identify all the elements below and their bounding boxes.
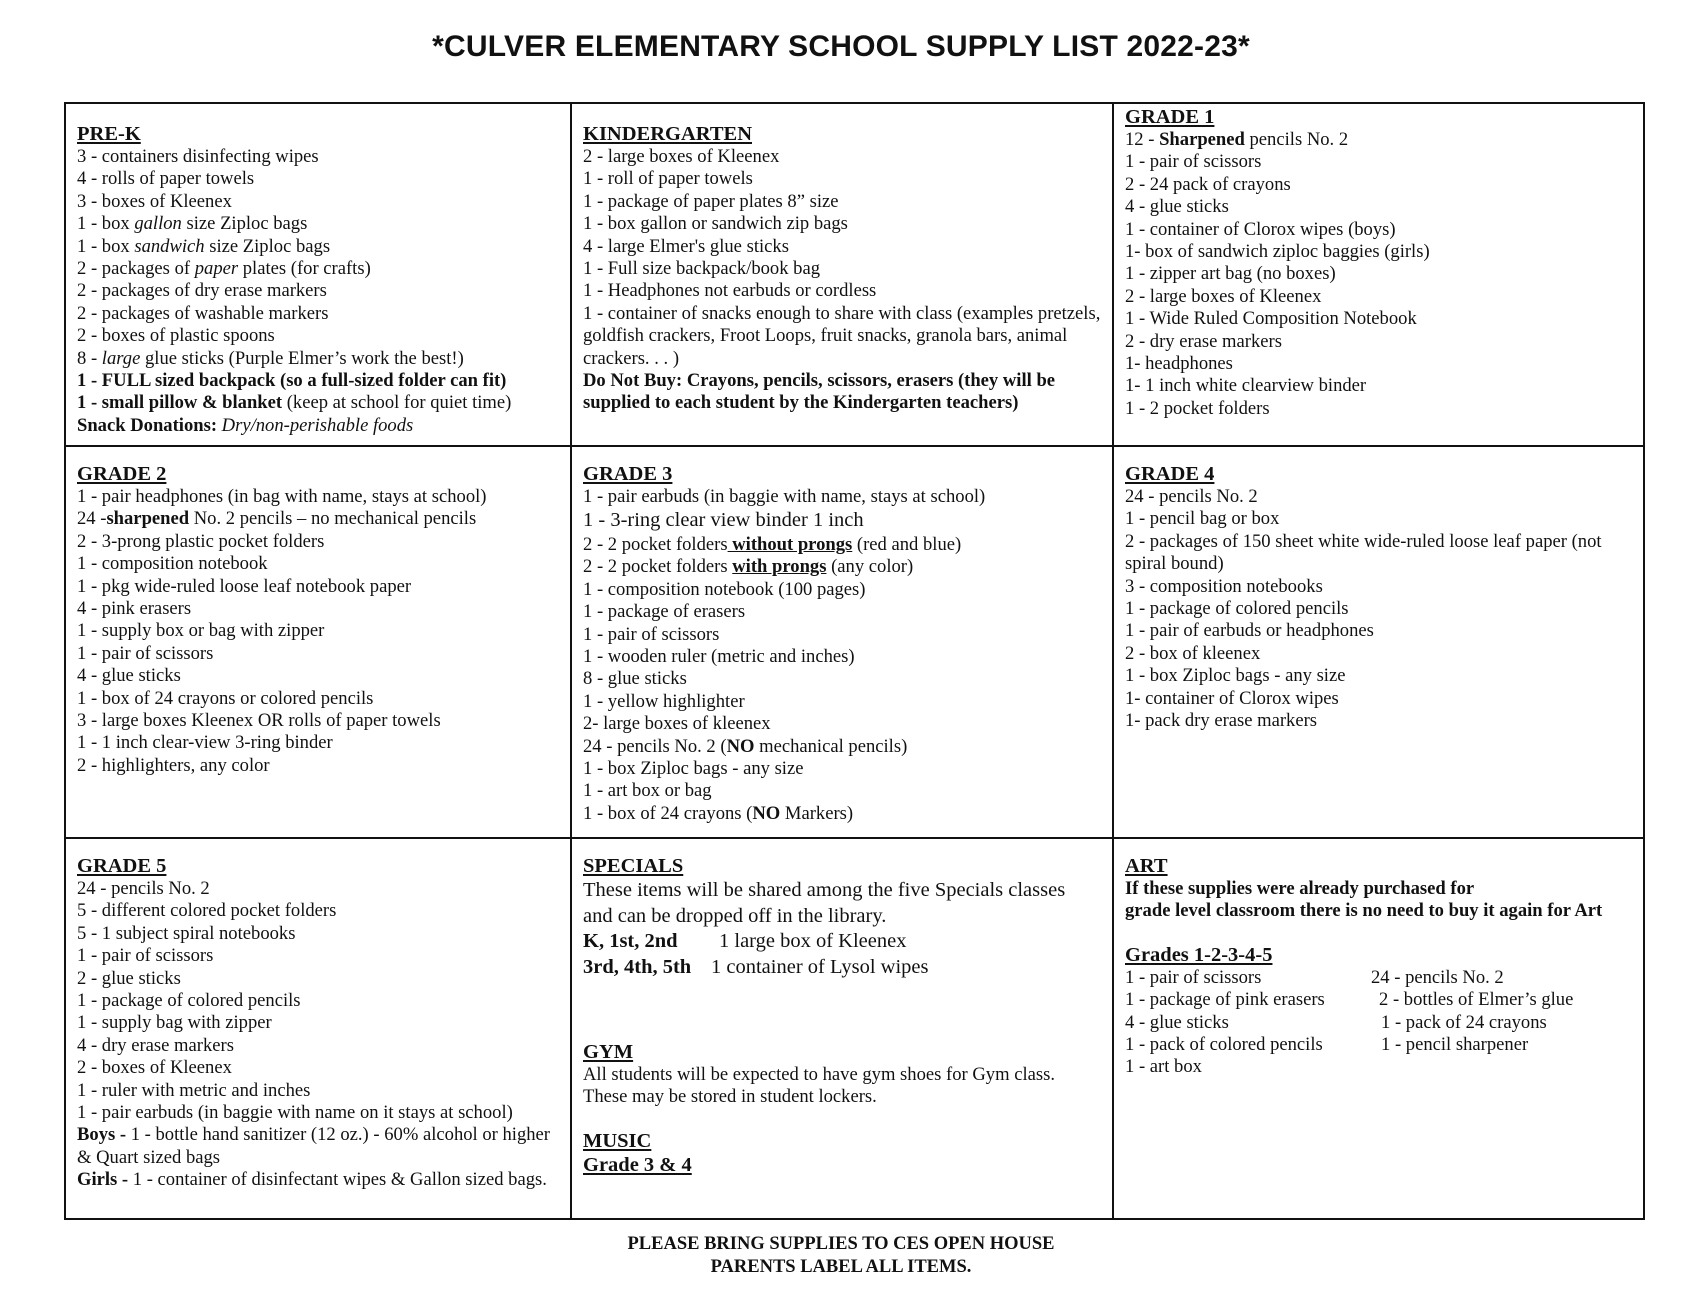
list-item: 4 - dry erase markers [77, 1034, 234, 1056]
cell-grade-3 [572, 454, 1112, 825]
list-item: 2 - bottles of Elmer’s glue [1379, 989, 1574, 1011]
list-item: 1 - ruler with metric and inches [77, 1079, 311, 1101]
list-item: 1- 1 inch white clearview binder [1125, 375, 1367, 397]
section-heading-grade-5: GRADE 5 [77, 855, 167, 877]
list-item: 1 - art box [1125, 1056, 1202, 1078]
list-item: 1 - pair of scissors [77, 945, 214, 967]
list-item: 2 - packages of dry erase markers [77, 280, 327, 302]
list-item: 8 - glue sticks [583, 668, 687, 690]
list-item: 1 - pair of scissors [1125, 966, 1262, 988]
section-heading-music: MUSIC [583, 1129, 652, 1152]
list-item: 1 - pair of scissors [583, 623, 720, 645]
do-not-buy-note: Do Not Buy: Crayons, pencils, scissors, erasers (they will be supplied to each student by the Kindergarten teachers) [583, 370, 1056, 414]
list-item: 1 - yellow highlighter [583, 690, 745, 712]
list-item: 1 - box gallon size Ziploc bags [77, 213, 308, 235]
supply-table [64, 102, 1645, 1220]
list-item: 1- pack dry erase markers [1125, 710, 1318, 732]
list-item: 1 - pair of scissors [1125, 151, 1262, 173]
list-item: 1 - supply box or bag with zipper [77, 620, 325, 642]
list-item: Girls - 1 - container of disinfectant wipes & Gallon sized bags. [77, 1169, 547, 1191]
list-item: 1 - pair of earbuds or headphones [1125, 620, 1374, 642]
list-item: 1 - composition notebook [77, 553, 268, 575]
list-item: 1 - supply bag with zipper [77, 1012, 272, 1034]
list-item: 2 - 3-prong plastic pocket folders [77, 530, 325, 552]
art-subheading: Grades 1-2-3-4-5 [1125, 943, 1273, 966]
list-item: 2 - 2 pocket folders without prongs (red and blue) [583, 533, 962, 555]
list-item: 2 - boxes of Kleenex [77, 1057, 232, 1079]
list-item: 1- headphones [1125, 353, 1233, 375]
list-item: 1 - pair of scissors [77, 642, 214, 664]
section-heading-kindergarten: KINDERGARTEN [583, 123, 752, 145]
row-divider [66, 837, 1643, 839]
list-item: 3 - composition notebooks [1125, 575, 1323, 597]
list-item: 1 - pair earbuds (in baggie with name on it stays at school) [77, 1102, 513, 1124]
row-divider [66, 445, 1643, 447]
section-heading-grade-4: GRADE 4 [1125, 463, 1215, 485]
footer-notice [0, 1233, 1682, 1278]
footer-line: PLEASE BRING SUPPLIES TO CES OPEN HOUSE [627, 1234, 1055, 1254]
specials-intro: These items will be shared among the five Specials classes [583, 879, 1066, 901]
list-item: 1 - Full size backpack/book bag [583, 258, 821, 280]
list-item: 1 - box Ziploc bags - any size [1125, 665, 1346, 687]
list-item: 1 - package of colored pencils [77, 990, 301, 1012]
list-item: 2 - large boxes of Kleenex [1125, 285, 1322, 307]
list-item: 1 - package of paper plates 8” size [583, 190, 839, 212]
list-item: 1 - zipper art bag (no boxes) [1125, 263, 1336, 285]
list-item: 8 - large glue sticks (Purple Elmer’s work the best!) [77, 347, 464, 369]
art-note: grade level classroom there is no need to buy it again for Art [1125, 900, 1603, 922]
list-item: 1 - package of colored pencils [1125, 598, 1349, 620]
list-item: 24 - pencils No. 2 [1371, 966, 1504, 988]
page-title: *CULVER ELEMENTARY SCHOOL SUPPLY LIST 2022-23* [432, 30, 1250, 63]
list-item: 12 - Sharpened pencils No. 2 [1125, 129, 1349, 150]
list-item: 4 - glue sticks [1125, 1011, 1229, 1033]
list-item: 24 - pencils No. 2 (NO mechanical pencils) [583, 735, 908, 757]
list-item: 1- box of sandwich ziploc baggies (girls) [1125, 241, 1430, 263]
cell-art [1114, 846, 1645, 1087]
list-item: 1 - small pillow & blanket (keep at school for quiet time) [77, 392, 512, 414]
list-item: 1 - box Ziploc bags - any size [583, 757, 804, 779]
list-item: 1 - composition notebook (100 pages) [583, 578, 866, 600]
list-item: 24 - pencils No. 2 [77, 878, 210, 899]
music-subheading: Grade 3 & 4 [583, 1153, 692, 1176]
list-item: 1 - pack of 24 crayons [1381, 1011, 1547, 1033]
list-item: 1 - 3-ring clear view binder 1 inch [583, 509, 864, 532]
list-item: 5 - different colored pocket folders [77, 900, 337, 922]
section-heading-grade-1: GRADE 1 [1125, 106, 1215, 128]
cell-grade-5 [66, 846, 570, 1192]
list-item: 2- large boxes of kleenex [583, 713, 771, 735]
list-item: 1 - container of Clorox wipes (boys) [1125, 218, 1396, 240]
list-item: 24 - pencils No. 2 [1125, 486, 1258, 507]
list-item: 2 - 24 pack of crayons [1125, 173, 1291, 195]
list-item: 2 - packages of 150 sheet white wide-ruled loose leaf paper (not spiral bound) [1125, 530, 1602, 575]
art-note: If these supplies were already purchased for [1125, 878, 1475, 899]
list-item: 2 - boxes of plastic spoons [77, 325, 275, 347]
list-item: 2 - highlighters, any color [77, 754, 270, 776]
section-heading-grade-3: GRADE 3 [583, 463, 673, 485]
list-item: 1 - Wide Ruled Composition Notebook [1125, 308, 1417, 330]
list-item: Boys - 1 - bottle hand sanitizer (12 oz.) - 60% alcohol or higher & Quart sized bags [77, 1124, 550, 1168]
list-item: 4 - rolls of paper towels [77, 168, 255, 190]
cell-grade-2 [66, 454, 570, 777]
list-item: 2 - 2 pocket folders with prongs (any color) [583, 556, 914, 578]
cell-grade-1 [1114, 97, 1645, 420]
list-item: 1 - package of pink erasers [1125, 989, 1325, 1011]
section-heading-art: ART [1125, 855, 1168, 877]
list-item: 4 - glue sticks [1125, 196, 1229, 218]
list-item: 1 - pencil bag or box [1125, 508, 1280, 530]
list-item: 2 - dry erase markers [1125, 330, 1282, 352]
list-item: 4 - glue sticks [77, 665, 181, 687]
list-item: 3 - boxes of Kleenex [77, 190, 232, 212]
list-item: 1 - box gallon or sandwich zip bags [583, 213, 848, 235]
gym-note: All students will be expected to have gym shoes for Gym class. [583, 1064, 1055, 1085]
list-item: 1 - FULL sized backpack (so a full-sized folder can fit) [77, 370, 507, 392]
list-item: 2 - box of kleenex [1125, 642, 1261, 664]
list-item: 1 - package of erasers [583, 601, 746, 623]
section-heading-prek: PRE-K [77, 123, 141, 145]
list-item: 1 - pack of colored pencils [1125, 1034, 1323, 1056]
footer-line: PARENTS LABEL ALL ITEMS. [710, 1256, 972, 1277]
section-heading-gym: GYM [583, 1041, 634, 1063]
list-item: 4 - pink erasers [77, 598, 192, 620]
art-item-columns [1125, 967, 1635, 1087]
list-item: 1 - roll of paper towels [583, 168, 753, 190]
list-item: Snack Donations: Dry/non-perishable foods [77, 414, 414, 436]
section-heading-grade-2: GRADE 2 [77, 463, 167, 485]
list-item: 1 - box of 24 crayons (NO Markers) [583, 802, 854, 824]
art-column-right [1371, 967, 1573, 1057]
cell-grade-4 [1114, 454, 1645, 732]
list-item: 1 - Headphones not earbuds or cordless [583, 280, 877, 302]
list-item: 1 - box sandwich size Ziploc bags [77, 235, 331, 257]
section-heading-specials: SPECIALS [583, 855, 684, 877]
list-item: 1 - wooden ruler (metric and inches) [583, 645, 855, 667]
list-item: 4 - large Elmer's glue sticks [583, 235, 789, 257]
list-item: 1 - pkg wide-ruled loose leaf notebook paper [77, 575, 412, 597]
list-item: 1 - pair earbuds (in baggie with name, stays at school) [583, 486, 986, 507]
specials-row: K, 1st, 2nd 1 large box of Kleenex [583, 930, 907, 952]
list-item: 3 - containers disinfecting wipes [77, 146, 319, 167]
list-item: 1 - container of snacks enough to share with class (examples pretzels, goldfish crackers, Froot Loops, fruit snacks, granola bars, animal crackers. . . ) [583, 302, 1101, 369]
cell-kindergarten [572, 114, 1112, 415]
art-column-left [1125, 967, 1325, 1079]
list-item: 1 - pencil sharpener [1381, 1034, 1529, 1056]
list-item: 1 - 2 pocket folders [1125, 397, 1270, 419]
specials-intro: and can be dropped off in the library. [583, 904, 887, 927]
list-item: 1 - 1 inch clear-view 3-ring binder [77, 732, 333, 754]
list-item: 2 - packages of washable markers [77, 302, 329, 324]
cell-prek [66, 114, 570, 437]
list-item: 1- container of Clorox wipes [1125, 687, 1339, 709]
list-item: 2 - large boxes of Kleenex [583, 146, 780, 167]
list-item: 24 -sharpened No. 2 pencils – no mechanical pencils [77, 508, 477, 530]
list-item: 1 - art box or bag [583, 780, 712, 802]
gym-note: These may be stored in student lockers. [583, 1086, 877, 1108]
list-item: 1 - pair headphones (in bag with name, stays at school) [77, 486, 487, 507]
specials-row: 3rd, 4th, 5th 1 container of Lysol wipes [583, 955, 929, 978]
list-item: 2 - glue sticks [77, 967, 181, 989]
list-item: 1 - box of 24 crayons or colored pencils [77, 687, 374, 709]
list-item: 3 - large boxes Kleenex OR rolls of paper towels [77, 710, 441, 732]
list-item: 5 - 1 subject spiral notebooks [77, 922, 296, 944]
list-item: 2 - packages of paper plates (for crafts) [77, 258, 371, 280]
cell-specials [572, 846, 1112, 1177]
